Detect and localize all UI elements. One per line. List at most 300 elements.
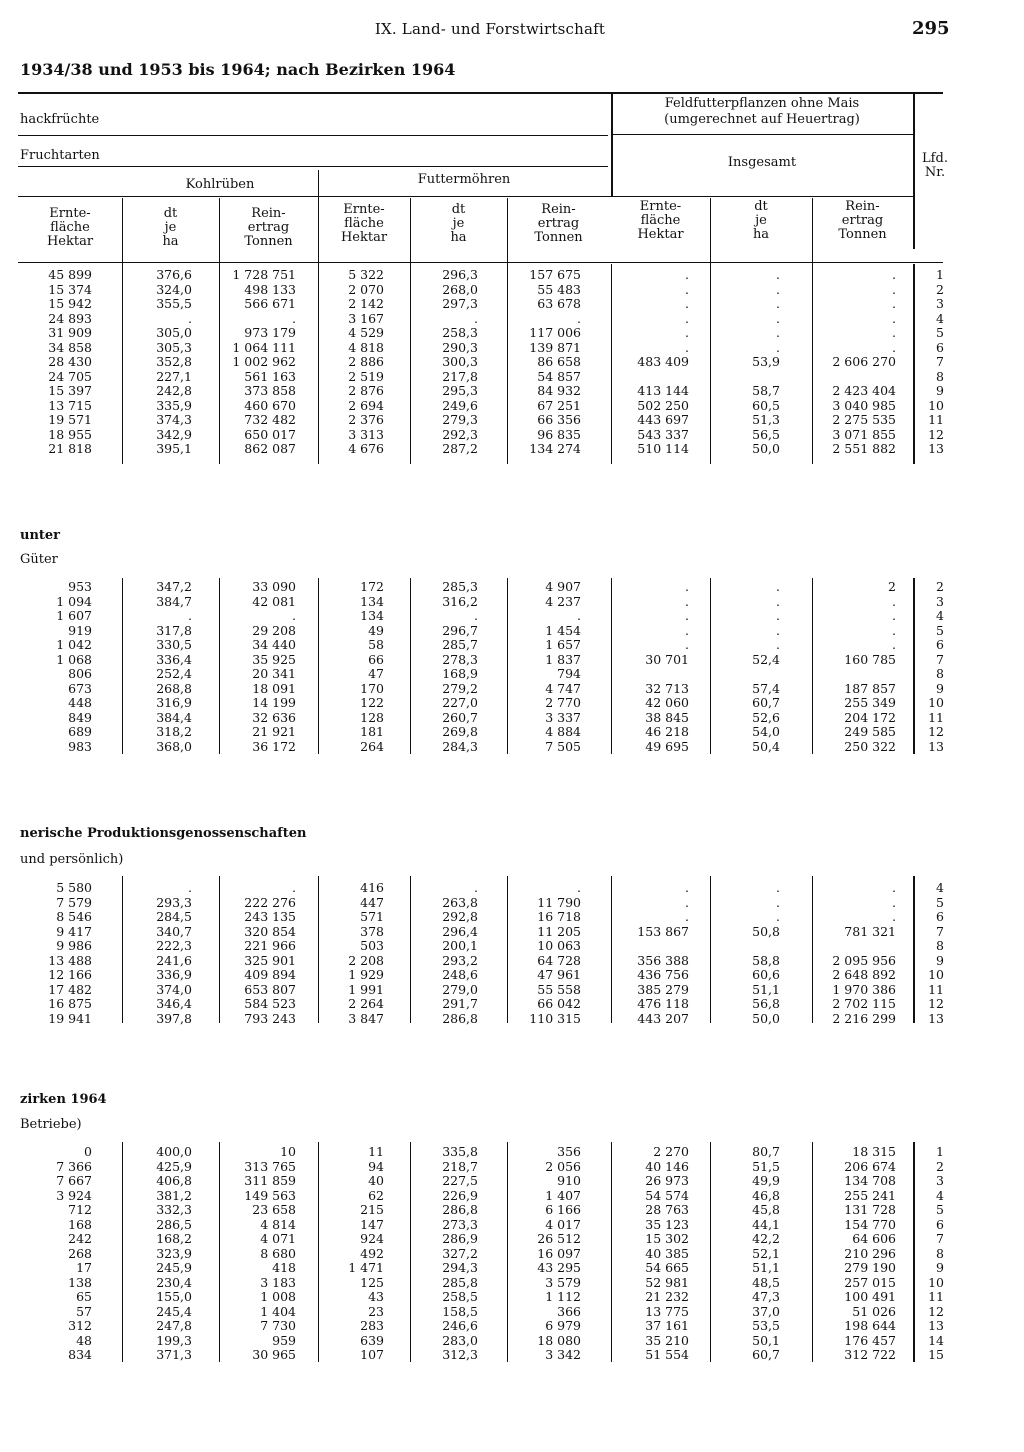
table-cell: 296,7 (442, 622, 478, 638)
table-cell: 425,9 (156, 1158, 192, 1174)
header-lfd-nr (913, 152, 957, 180)
table-cell: 1 094 (56, 593, 92, 609)
table-cell: . (892, 339, 896, 355)
table-cell: 356 (557, 1144, 581, 1159)
table-cell: . (776, 579, 780, 594)
section-title: nerische Produktionsgenossenschaften (20, 826, 307, 841)
table-cell: 249,6 (442, 397, 478, 413)
yield-column (410, 580, 478, 754)
table-cell: 6 (936, 909, 944, 924)
total-column (507, 1145, 581, 1363)
table-cell: 170 (360, 680, 384, 696)
table-cell: 86 658 (537, 354, 581, 369)
col-header-total: Rein- ertrag Tonnen (534, 202, 583, 245)
table-cell: 4 676 (348, 441, 384, 456)
table-cell: 153 867 (637, 923, 689, 939)
table-cell: 561 163 (244, 368, 296, 384)
table-cell: 16 097 (537, 1245, 581, 1261)
table-cell: 7 (936, 651, 944, 667)
table-cell: . (892, 909, 896, 924)
table-cell: 5 (936, 622, 944, 638)
table-cell: 1 728 751 (232, 267, 296, 282)
table-cell: 1 (936, 1144, 944, 1159)
table-cell: 11 (928, 412, 944, 427)
table-cell: 60,5 (752, 397, 780, 413)
table-cell: 100 491 (844, 1289, 896, 1304)
table-cell: 355,5 (156, 296, 192, 311)
table-cell: 4 907 (545, 579, 581, 594)
table-cell: 12 (928, 996, 944, 1011)
table-cell: 384,7 (156, 593, 192, 609)
table-cell: 5 322 (348, 267, 384, 282)
yield-column (410, 1145, 478, 1363)
table-cell: . (577, 880, 581, 895)
table-cell: 8 (936, 1245, 944, 1261)
table-cell: 448 (68, 695, 92, 710)
table-cell: 149 563 (244, 1187, 296, 1203)
table-cell: 5 (936, 1202, 944, 1217)
table-cell: 7 366 (56, 1158, 92, 1174)
table-cell: 983 (68, 738, 92, 754)
total-column (812, 881, 896, 1026)
area-column (318, 881, 384, 1026)
table-cell: 443 207 (637, 1010, 689, 1026)
table-cell: 286,5 (156, 1216, 192, 1232)
table-cell: 4 818 (348, 339, 384, 355)
table-cell: 57,4 (752, 680, 780, 696)
table-cell: 222 276 (244, 894, 296, 910)
table-cell: 268 (68, 1245, 92, 1261)
table-cell: 283 (360, 1318, 384, 1333)
table-cell: 181 (360, 724, 384, 739)
table-cell: 316,9 (156, 695, 192, 710)
section-title: unter (20, 528, 61, 543)
table-cell: 12 166 (48, 967, 92, 982)
area-column (18, 1145, 92, 1363)
table-cell: 19 941 (48, 1010, 92, 1026)
table-cell: 248,6 (442, 967, 478, 982)
col-header-area: Ernte- fläche Hektar (46, 206, 94, 249)
table-cell: 278,3 (442, 651, 478, 667)
table-cell: 285,3 (442, 579, 478, 594)
table-cell: . (776, 267, 780, 282)
table-cell: 60,6 (752, 967, 780, 982)
table-cell: 227,1 (156, 368, 192, 384)
table-cell: 50,0 (752, 1010, 780, 1026)
total-column (812, 1145, 896, 1363)
table-cell: 673 (68, 680, 92, 696)
table-cell: 317,8 (156, 622, 192, 638)
table-cell: . (776, 325, 780, 340)
table-cell: 264 (360, 738, 384, 754)
table-cell: 199,3 (156, 1332, 192, 1348)
table-cell: 3 (936, 1173, 944, 1188)
row-number-column (918, 1145, 944, 1363)
table-cell: 55 483 (537, 281, 581, 297)
table-cell: 13 (928, 1010, 944, 1026)
table-cell: . (474, 310, 478, 326)
chapter-heading: IX. Land- und Forstwirtschaft (374, 20, 606, 38)
section-subtitle: Betriebe) (20, 1117, 82, 1132)
table-cell: 8 (936, 666, 944, 681)
table-cell: 84 932 (537, 383, 581, 398)
table-cell: 12 (928, 724, 944, 739)
table-cell: . (892, 310, 896, 326)
table-cell: 66 356 (537, 412, 581, 427)
table-cell: 21 921 (252, 724, 296, 739)
table-cell: 230,4 (156, 1274, 192, 1290)
area-column (318, 268, 384, 457)
table-cell: 14 (928, 1332, 944, 1348)
table-cell: 187 857 (844, 680, 896, 696)
col-header-total: Rein- ertrag Tonnen (244, 206, 293, 249)
table-cell: 65 (76, 1289, 92, 1304)
table-cell: 215 (360, 1202, 384, 1217)
table-cell: 18 091 (252, 680, 296, 696)
table-cell: 443 697 (637, 412, 689, 427)
table-cell: 8 546 (56, 909, 92, 924)
table-cell: 18 080 (537, 1332, 581, 1348)
table-cell: 4 (936, 880, 944, 895)
table-cell: 312,3 (442, 1347, 478, 1362)
table-cell: . (892, 608, 896, 623)
table-cell (710, 939, 780, 954)
table-cell: . (776, 593, 780, 609)
table-cell: . (892, 637, 896, 652)
table-cell: 381,2 (156, 1187, 192, 1203)
table-cell: . (892, 622, 896, 638)
table-cell: 242 (68, 1231, 92, 1246)
area-column (611, 881, 689, 1026)
table-cell: 2 551 882 (832, 441, 896, 456)
table-cell: . (892, 296, 896, 311)
table-cell: 33 090 (252, 579, 296, 594)
table-cell: . (292, 608, 296, 623)
yield-column (410, 881, 478, 1026)
table-cell: . (685, 296, 689, 311)
table-cell: 273,3 (442, 1216, 478, 1232)
table-cell: 17 (76, 1260, 92, 1275)
table-cell: 1 970 386 (832, 981, 896, 997)
table-cell: 26 512 (537, 1231, 581, 1246)
group-label-hackfruechte: hackfrüchte (20, 112, 100, 127)
table-cell: 6 (936, 637, 944, 652)
table-cell: 10 (280, 1144, 296, 1159)
total-column (507, 580, 581, 754)
yield-column (122, 268, 192, 457)
table-cell: 35 210 (645, 1332, 689, 1348)
table-cell: 245,4 (156, 1303, 192, 1319)
table-cell: . (892, 880, 896, 895)
table-cell: 54 574 (645, 1187, 689, 1203)
table-cell: 63 678 (537, 296, 581, 311)
table-cell: 60,7 (752, 1347, 780, 1362)
table-cell: 34 858 (48, 339, 92, 355)
table-cell: . (892, 894, 896, 910)
table-cell: 210 296 (844, 1245, 896, 1261)
table-cell: 313 765 (244, 1158, 296, 1174)
table-cell: 46 218 (645, 724, 689, 739)
table-cell: . (577, 608, 581, 623)
total-column (812, 580, 896, 754)
table-cell: 35 925 (252, 651, 296, 667)
table-cell: 13 715 (48, 397, 92, 413)
table-cell: 781 321 (844, 923, 896, 939)
table-cell: 2 423 404 (832, 383, 896, 398)
table-cell: 409 894 (244, 967, 296, 982)
table-cell: . (685, 267, 689, 282)
table-cell: 50,4 (752, 738, 780, 754)
total-column (812, 268, 896, 457)
table-cell: 566 671 (244, 296, 296, 311)
table-cell: 54 665 (645, 1260, 689, 1275)
header-lfd-line1: Lfd. (922, 151, 948, 166)
yield-column (710, 881, 780, 1026)
page-number: 295 (912, 18, 950, 39)
table-cell: 15 302 (645, 1231, 689, 1246)
table-cell: 2 (936, 579, 944, 594)
table-cell: 653 807 (244, 981, 296, 997)
table-cell: 2 095 956 (832, 952, 896, 968)
table-cell: 8 (936, 938, 944, 953)
table-cell: 55 558 (537, 981, 581, 997)
table-cell: 395,1 (156, 441, 192, 456)
table-cell: 5 (936, 894, 944, 910)
table-cell: . (685, 608, 689, 623)
table-cell: 483 409 (637, 354, 689, 369)
table-cell: 54,0 (752, 724, 780, 739)
table-cell: 3 183 (260, 1274, 296, 1290)
table-cell: 1 837 (545, 651, 581, 667)
table-cell: 2 648 892 (832, 967, 896, 982)
table-cell: 258,3 (442, 325, 478, 340)
table-cell: 47 961 (537, 967, 581, 982)
table-cell: 134 274 (529, 441, 581, 456)
table-cell: 217,8 (442, 368, 478, 384)
area-column (611, 580, 689, 754)
table-cell: . (188, 310, 192, 326)
table-cell: 50,1 (752, 1332, 780, 1348)
table-cell: 2 264 (348, 996, 384, 1011)
table-cell: 4 884 (545, 724, 581, 739)
table-cell: 325 901 (244, 952, 296, 968)
table-cell: 6 979 (545, 1318, 581, 1333)
table-cell: 290,3 (442, 339, 478, 355)
col-header-area: Ernte- fläche Hektar (637, 199, 684, 242)
table-cell: 42,2 (752, 1231, 780, 1246)
table-cell: . (685, 880, 689, 895)
header-lfd-line2: Nr. (924, 165, 946, 180)
yield-column (410, 268, 478, 457)
table-cell: . (892, 325, 896, 340)
table-cell: 3 847 (348, 1010, 384, 1026)
total-column (219, 580, 296, 754)
table-cell: 158,5 (442, 1303, 478, 1319)
table-cell: 1 068 (56, 651, 92, 667)
table-cell: 293,3 (156, 894, 192, 910)
table-cell: 7 (936, 923, 944, 939)
table-cell: 37 161 (645, 1318, 689, 1333)
table-cell: 1 991 (348, 981, 384, 997)
table-cell: 48,5 (752, 1274, 780, 1290)
table-cell: . (776, 608, 780, 623)
table-cell: 49 (368, 622, 384, 638)
table-cell: 5 (936, 325, 944, 340)
table-cell: 117 006 (529, 325, 581, 340)
table-cell: 28 430 (48, 354, 92, 369)
table-cell: 2 216 299 (832, 1010, 896, 1026)
table-cell: 336,4 (156, 651, 192, 667)
table-cell: 1 471 (348, 1260, 384, 1275)
table-cell: . (776, 310, 780, 326)
table-cell: 1 008 (260, 1289, 296, 1304)
table-cell: 268,8 (156, 680, 192, 696)
table-cell: 23 658 (252, 1202, 296, 1217)
table-cell: 13 (928, 1318, 944, 1333)
table-cell (710, 667, 780, 682)
table-cell: 7 730 (260, 1318, 296, 1333)
table-cell: 953 (68, 579, 92, 594)
table-cell: 243 135 (244, 909, 296, 924)
table-cell: 268,0 (442, 281, 478, 297)
table-cell: 1 002 962 (232, 354, 296, 369)
table-cell: 9 (936, 680, 944, 696)
table-cell: 285,8 (442, 1274, 478, 1290)
table-cell: . (685, 325, 689, 340)
table-cell: 543 337 (637, 426, 689, 442)
table-cell: 335,8 (442, 1144, 478, 1159)
table-cell: 291,7 (442, 996, 478, 1011)
table-cell: 919 (68, 622, 92, 638)
table-cell: 584 523 (244, 996, 296, 1011)
area-column (18, 881, 92, 1026)
table-cell: 316,2 (442, 593, 478, 609)
table-cell: 1 064 111 (232, 339, 296, 355)
table-cell: 51,1 (752, 981, 780, 997)
table-cell: 862 087 (244, 441, 296, 456)
table-cell: 168,2 (156, 1231, 192, 1246)
table-cell: 3 040 985 (832, 397, 896, 413)
table-cell: 58 (368, 637, 384, 652)
table-cell: 2 694 (348, 397, 384, 413)
table-cell: 4 071 (260, 1231, 296, 1246)
table-cell: 241,6 (156, 952, 192, 968)
table-cell: 406,8 (156, 1173, 192, 1188)
table-cell: 3 337 (545, 709, 581, 725)
table-cell: 849 (68, 709, 92, 725)
table-cell: 36 172 (252, 738, 296, 754)
table-cell: 1 404 (260, 1303, 296, 1319)
table-cell: 16 875 (48, 996, 92, 1011)
table-cell: 312 (68, 1318, 92, 1333)
table-cell: 300,3 (442, 354, 478, 369)
table-cell: 12 (928, 426, 944, 442)
table-cell: 332,3 (156, 1202, 192, 1217)
table-cell: 49,9 (752, 1173, 780, 1188)
table-cell (812, 370, 896, 385)
table-cell: 157 675 (529, 267, 581, 282)
table-cell: 80,7 (752, 1144, 780, 1159)
table-cell: 28 763 (645, 1202, 689, 1217)
table-cell: 3 579 (545, 1274, 581, 1290)
table-cell: 296,3 (442, 267, 478, 282)
table-cell: 249 585 (844, 724, 896, 739)
table-cell: 732 482 (244, 412, 296, 427)
table-cell: 134 (360, 593, 384, 609)
column-divider (913, 876, 915, 1023)
table-cell: 242,8 (156, 383, 192, 398)
table-cell: 222,3 (156, 938, 192, 953)
table-cell: . (776, 894, 780, 910)
table-cell: 257 015 (844, 1274, 896, 1290)
table-cell: 400,0 (156, 1144, 192, 1159)
col-header-total: Rein- ertrag Tonnen (838, 199, 887, 242)
table-cell: 42 060 (645, 695, 689, 710)
table-cell: 279,0 (442, 981, 478, 997)
yield-column (710, 268, 780, 457)
table-cell: 3 924 (56, 1187, 92, 1203)
table-cell: 330,5 (156, 637, 192, 652)
table-cell: 134 (360, 608, 384, 623)
table-cell: 198 644 (844, 1318, 896, 1333)
table-cell: 305,3 (156, 339, 192, 355)
header-kohlrueben: Kohlrüben (185, 177, 255, 192)
table-cell: 794 (557, 666, 581, 681)
table-cell: 40 (368, 1173, 384, 1188)
table-cell: 4 747 (545, 680, 581, 696)
table-cell (710, 370, 780, 385)
table-cell: 2 606 270 (832, 354, 896, 369)
table-cell: 295,3 (442, 383, 478, 398)
table-cell: 279,2 (442, 680, 478, 696)
table-cell: . (776, 622, 780, 638)
table-cell: 689 (68, 724, 92, 739)
table-cell: 246,6 (442, 1318, 478, 1333)
table-cell: 2 056 (545, 1158, 581, 1174)
table-cell: 53,9 (752, 354, 780, 369)
table-cell: 46,8 (752, 1187, 780, 1203)
table-cell: . (685, 593, 689, 609)
table-cell: 4 814 (260, 1216, 296, 1232)
table-cell: 4 (936, 1187, 944, 1203)
table-cell: 24 893 (48, 310, 92, 326)
table-cell: 1 407 (545, 1187, 581, 1203)
area-column (318, 1145, 384, 1363)
table-cell: 51 554 (645, 1347, 689, 1362)
table-cell: 3 342 (545, 1347, 581, 1362)
table-cell: 7 667 (56, 1173, 92, 1188)
table-cell: 7 579 (56, 894, 92, 910)
table-cell: 52,6 (752, 709, 780, 725)
table-cell: 21 232 (645, 1289, 689, 1304)
total-column (219, 881, 296, 1026)
table-cell: 292,3 (442, 426, 478, 442)
table-cell: 378 (360, 923, 384, 939)
table-cell: . (776, 880, 780, 895)
table-cell: 342,9 (156, 426, 192, 442)
table-cell: 12 (928, 1303, 944, 1319)
table-cell: 2 (888, 579, 896, 594)
table-cell: 50,0 (752, 441, 780, 456)
table-cell: 263,8 (442, 894, 478, 910)
section-subtitle: Güter (20, 552, 58, 567)
table-cell: 2 142 (348, 296, 384, 311)
table-cell: 154 770 (844, 1216, 896, 1232)
table-cell: 305,0 (156, 325, 192, 340)
table-cell: 460 670 (244, 397, 296, 413)
table-cell: 3 313 (348, 426, 384, 442)
table-cell: 2 (936, 1158, 944, 1174)
